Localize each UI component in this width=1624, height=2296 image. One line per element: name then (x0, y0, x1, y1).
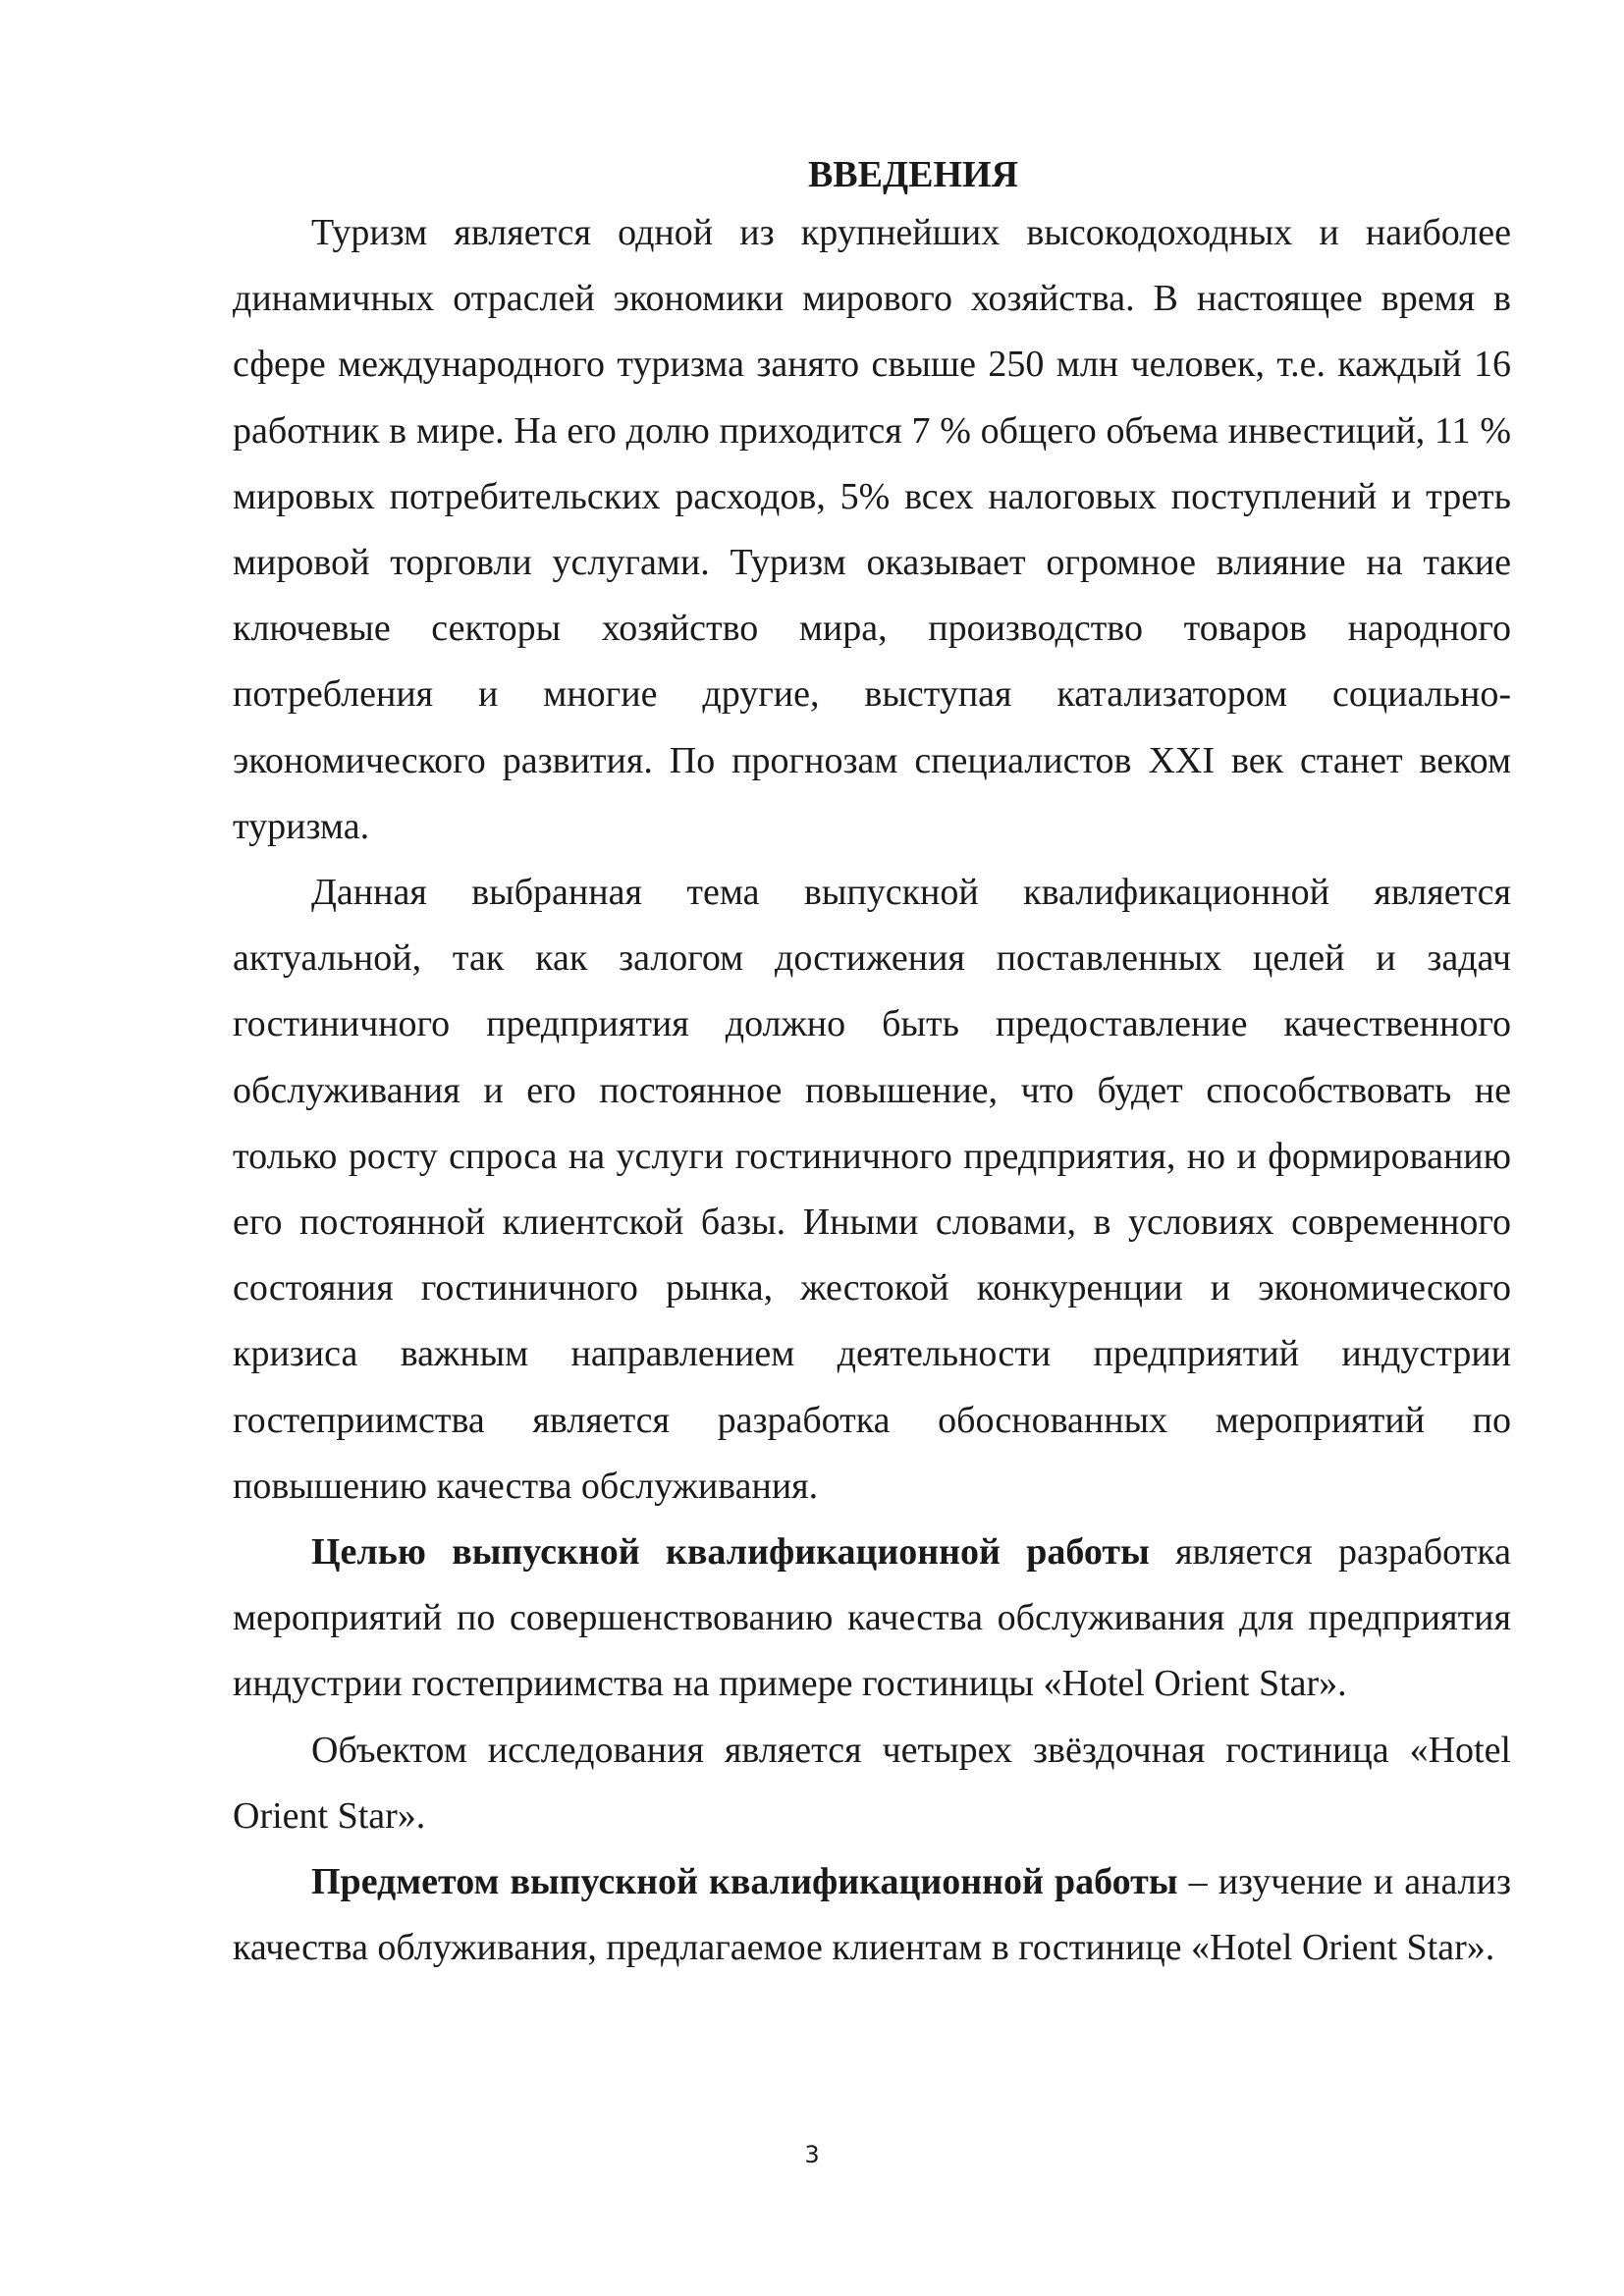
paragraph-goal (233, 1520, 1511, 1718)
section-heading: ВВЕДЕНИЯ (807, 154, 1019, 195)
document-body (233, 149, 1511, 1981)
paragraph-object (233, 1718, 1511, 1849)
paragraph-bold-lead: Предметом выпускной квалификационной работы (311, 1861, 1178, 1903)
paragraph-text: Туризм является одной из крупнейших высокодоходных и наиболее динамичных отраслей экономики мирового хозяйства. В настоящее время в сфере международного туризма занято свыше 250 млн человек, т.е. каждый 16 работник в мире. На его долю приходится 7 % общего объема инвестиций, 11 % мировых потребительских расходов, 5% всех налоговых поступлений и треть мировой торговли услугами. Туризм оказывает огромное влияние на такие ключевые секторы хозяйство мира, производство товаров народного потребления и многие другие, выступая катализатором социально-экономического развития. По прогнозам специалистов XXI век станет веком туризма. (233, 212, 1511, 847)
paragraph-relevance (233, 860, 1511, 1520)
paragraph-text: Объектом исследования является четырех звёздочная гостиница «Hotel Orient Star». (233, 1729, 1511, 1837)
paragraph-text: Данная выбранная тема выпускной квалификационной является актуальной, так как залогом достижения поставленных целей и задач гостиничного предприятия должно быть предоставление качественного обслуживания и его постоянное повышение, что будет способствовать не только росту спроса на услуги гостиничного предприятия, но и формированию его постоянной клиентской базы. Иными словами, в условиях современного состояния гостиничного рынка, жестокой конкуренции и экономического кризиса важным направлением деятельности предприятий индустрии гостеприимства является разработка обоснованных мероприятий по повышению качества обслуживания. (233, 872, 1511, 1507)
paragraph-bold-lead: Целью выпускной квалификационной работы (311, 1531, 1150, 1574)
paragraph-intro (233, 200, 1511, 860)
page-number: 3 (804, 2141, 820, 2168)
paragraph-text: – изучение и анализ качества облуживания, предлагаемое клиентам в гостинице «Hotel Orient Star». (233, 1861, 1511, 1969)
paragraph-text: является разработка мероприятий по совершенствованию качества обслуживания для предприятия индустрии гостеприимства на примере гостиницы «Hotel Orient Star». (233, 1531, 1511, 1705)
paragraph-subject (233, 1849, 1511, 1981)
